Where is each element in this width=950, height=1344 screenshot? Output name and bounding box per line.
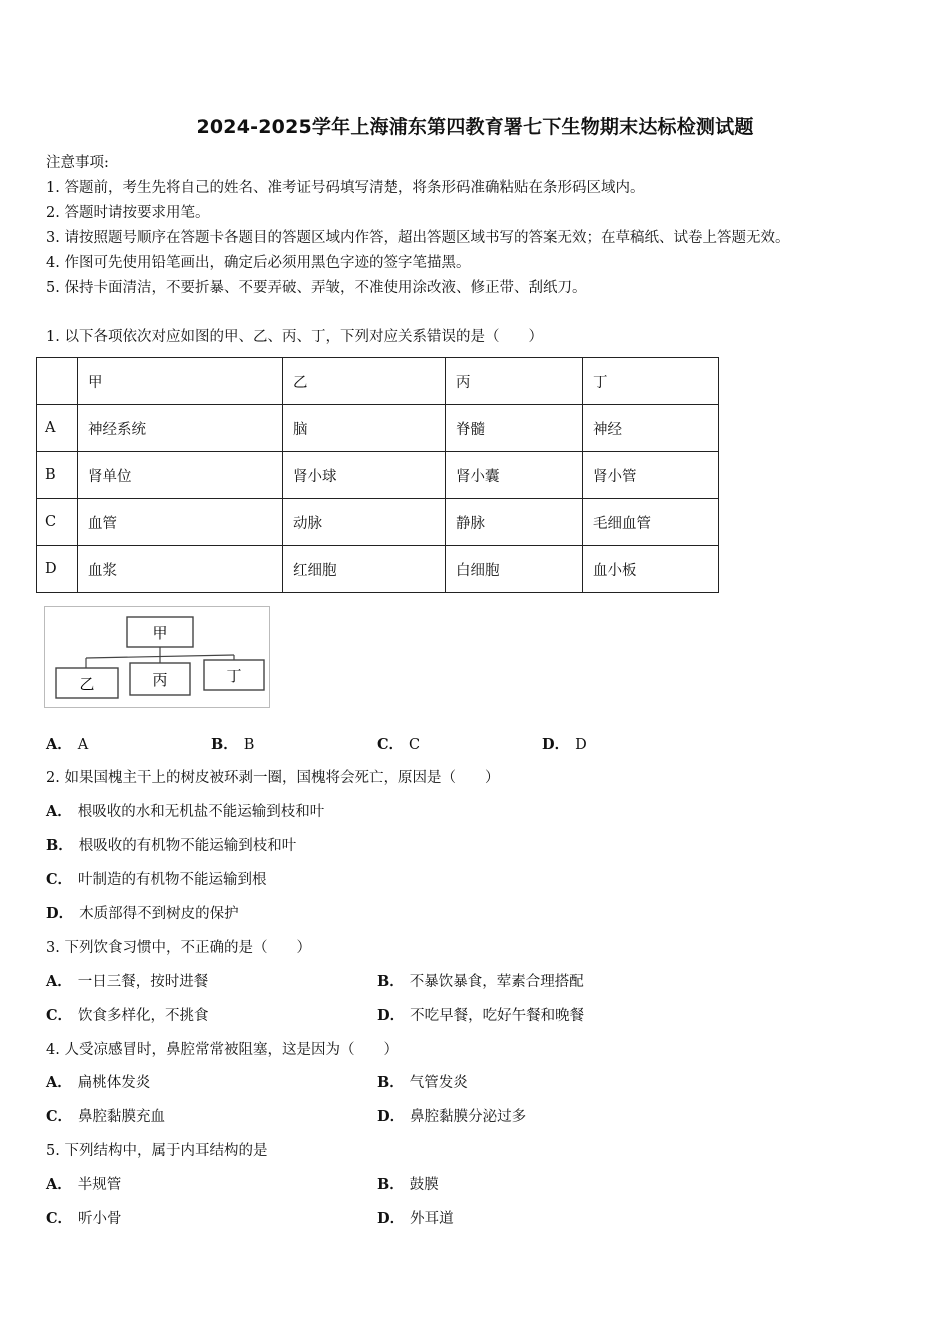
q4-option-a[interactable] [46,1071,150,1092]
table-cell: 血浆 [78,546,283,593]
option-key: C． [377,736,404,753]
page-title: 2024-2025学年上海浦东第四教育署七下生物期末达标检测试题 [196,116,754,138]
table-cell [37,358,78,405]
option-text: 听小骨 [78,1211,122,1227]
diagram-label-left: 乙 [79,675,95,693]
q1-stem: 1. 以下各项依次对应如图的甲、乙、丙、丁，下列对应关系错误的是（ ） [46,329,543,345]
option-key: B． [377,1176,404,1193]
table-cell: 肾单位 [78,452,283,499]
option-text: 鼻腔黏膜充血 [78,1109,166,1125]
q3-stem: 3. 下列饮食习惯中，不正确的是（ ） [46,940,311,956]
option-key: C． [46,1007,73,1024]
table-header-yi: 乙 [283,358,446,405]
q1-option-a[interactable] [46,733,88,754]
q5-stem: 5. 下列结构中，属于内耳结构的是 [46,1143,268,1159]
option-key: A． [46,1176,72,1193]
table-cell: 肾小管 [583,452,719,499]
option-key: D． [46,905,74,922]
table-cell: 肾小囊 [446,452,583,499]
option-text: 不暴饮暴食，荤素合理搭配 [409,974,584,990]
option-key: C． [46,871,73,888]
q3-option-c[interactable] [46,1004,209,1025]
table-header-ding: 丁 [583,358,719,405]
diagram-label-right: 丁 [226,667,242,685]
table-cell: 神经系统 [78,405,283,452]
table-row [37,452,719,499]
q1-diagram [44,606,270,708]
option-key: D． [377,1210,405,1227]
table-cell: 动脉 [283,499,446,546]
option-text: 扁桃体发炎 [77,1075,151,1091]
option-key: B． [211,736,238,753]
table-header-row [37,358,719,405]
option-text: 不吃早餐，吃好午餐和晚餐 [410,1008,585,1024]
note-item: 4. 作图可先使用铅笔画出，确定后必须用黑色字迹的签字笔描黑。 [46,255,471,271]
table-cell: C [37,499,78,546]
table-cell: 脊髓 [446,405,583,452]
option-key: D． [377,1108,405,1125]
option-key: A． [46,973,72,990]
q5-option-c[interactable] [46,1207,122,1228]
option-key: C． [46,1210,73,1227]
option-text: 一日三餐，按时进餐 [77,974,209,990]
table-cell: 红细胞 [283,546,446,593]
table-cell: 神经 [583,405,719,452]
diagram-label-top: 甲 [152,624,168,642]
q1-option-b[interactable] [211,733,254,754]
table-cell: A [37,405,78,452]
note-item: 1. 答题前，考生先将自己的姓名、准考证号码填写清楚，将条形码准确粘贴在条形码区域内。 [46,180,645,196]
note-item: 5. 保持卡面清洁，不要折暴、不要弄破、弄皱，不准使用涂改液、修正带、刮纸刀。 [46,280,587,296]
table-cell: 血管 [78,499,283,546]
option-text: 气管发炎 [409,1075,468,1091]
note-item: 3. 请按照题号顺序在答题卡各题目的答题区域内作答，超出答题区域书写的答案无效；在草稿纸、试卷上答题无效。 [46,230,790,246]
option-key: A． [46,803,72,820]
q1-table [36,357,719,593]
option-text: A [77,737,89,753]
table-cell: 肾小球 [283,452,446,499]
table-row [37,499,719,546]
option-text: 半规管 [77,1177,122,1193]
option-text: 根吸收的有机物不能运输到枝和叶 [78,838,297,854]
q5-option-b[interactable] [377,1173,439,1194]
q2-stem: 2. 如果国槐主干上的树皮被环剥一圈，国槐将会死亡，原因是（ ） [46,770,500,786]
option-text: 外耳道 [410,1211,454,1227]
option-text: 木质部得不到树皮的保护 [79,906,239,922]
option-text: 鼓膜 [409,1177,439,1193]
q5-option-d[interactable] [377,1207,454,1228]
option-text: 根吸收的水和无机盐不能运输到枝和叶 [77,804,325,820]
option-text: C [409,737,421,753]
q5-option-a[interactable] [46,1173,121,1194]
table-cell: 静脉 [446,499,583,546]
option-text: D [575,737,587,753]
q4-stem: 4. 人受凉感冒时，鼻腔常常被阻塞，这是因为（ ） [46,1042,398,1058]
q2-option-d[interactable] [46,902,239,923]
notes-heading: 注意事项: [46,155,109,171]
q3-option-d[interactable] [377,1004,584,1025]
option-key: D． [377,1007,405,1024]
option-text: B [243,737,255,753]
q3-option-a[interactable] [46,970,208,991]
option-key: B． [377,973,404,990]
table-cell: D [37,546,78,593]
table-cell: B [37,452,78,499]
q4-option-b[interactable] [377,1071,468,1092]
q3-option-b[interactable] [377,970,584,991]
option-text: 饮食多样化，不挑食 [78,1008,209,1024]
table-cell: 血小板 [583,546,719,593]
option-key: B． [46,837,73,854]
option-key: D． [542,736,570,753]
note-item: 2. 答题时请按要求用笔。 [46,205,210,221]
option-text: 叶制造的有机物不能运输到根 [78,872,267,888]
q2-option-a[interactable] [46,800,324,821]
table-cell: 白细胞 [446,546,583,593]
option-key: A． [46,1074,72,1091]
q2-option-c[interactable] [46,868,267,889]
option-key: C． [46,1108,73,1125]
q4-option-c[interactable] [46,1105,165,1126]
table-cell: 脑 [283,405,446,452]
table-cell: 毛细血管 [583,499,719,546]
table-header-jia: 甲 [78,358,283,405]
table-row [37,546,719,593]
option-text: 鼻腔黏膜分泌过多 [410,1109,527,1125]
q1-option-d[interactable] [542,733,587,754]
q4-option-d[interactable] [377,1105,526,1126]
table-row [37,405,719,452]
q2-option-b[interactable] [46,834,296,855]
table-header-bing: 丙 [446,358,583,405]
q1-option-c[interactable] [377,733,420,754]
diagram-label-middle: 丙 [152,671,168,689]
option-key: A． [46,736,72,753]
option-key: B． [377,1074,404,1091]
